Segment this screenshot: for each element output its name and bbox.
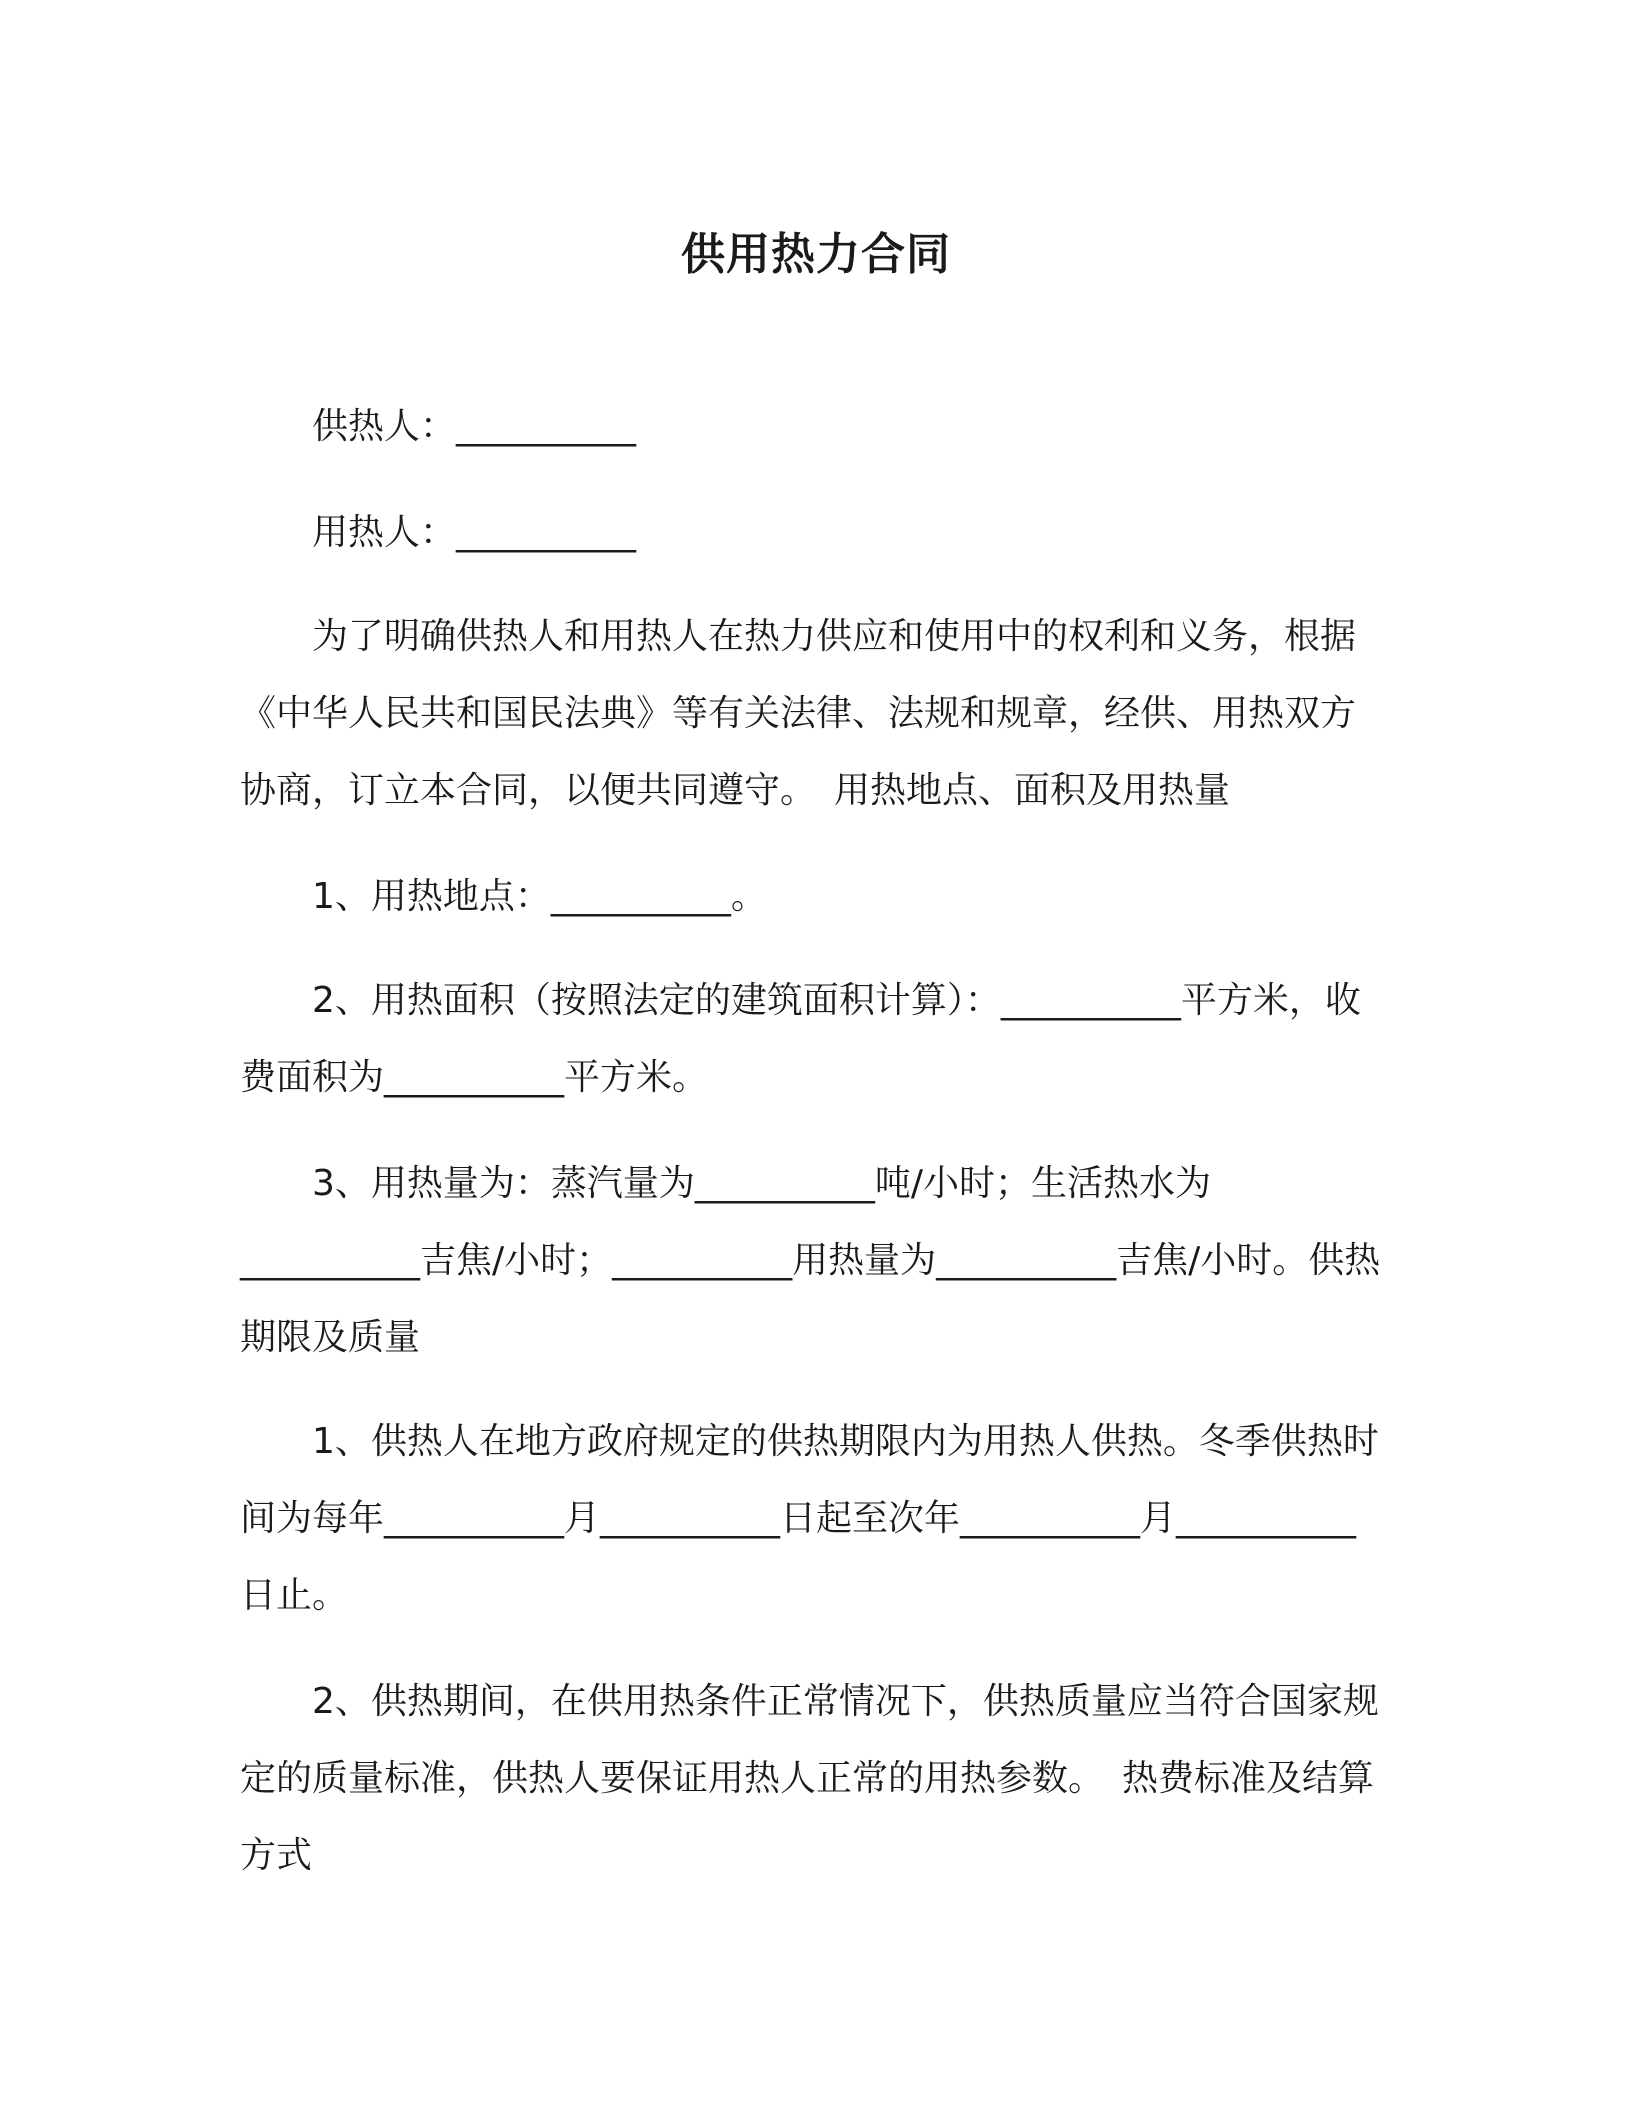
clause-heat-area: 2、用热面积（按照法定的建筑面积计算）：__________平方米，收费面积为__________平方米。: [240, 980, 1361, 1098]
document-title: 供用热力合同: [681, 229, 951, 280]
user-field: 用热人：__________: [312, 512, 637, 553]
clause-heat-quantity: 3、用热量为：蒸汽量为__________吨/小时；生活热水为__________吉焦/小时；__________用热量为__________吉焦/小时。供热期限及质量: [240, 1163, 1381, 1358]
clause-heating-period: 1、供热人在地方政府规定的供热期限内为用热人供热。冬季供热时间为每年__________月__________日起至次年__________月__________日止。: [240, 1421, 1379, 1616]
clause-heating-quality: 2、供热期间，在供用热条件正常情况下，供热质量应当符合国家规定的质量标准，供热人要保证用热人正常的用热参数。 热费标准及结算方式: [240, 1681, 1379, 1876]
clause-heat-location: 1、用热地点：__________。: [312, 876, 767, 917]
supplier-field: 供热人：__________: [312, 406, 637, 447]
document-body: [240, 388, 1390, 1894]
preamble-paragraph: 为了明确供热人和用热人在热力供应和使用中的权利和义务，根据《中华人民共和国民法典》等有关法律、法规和规章，经供、用热双方协商，订立本合同，以便共同遵守。 用热地点、面积及用热量: [240, 616, 1357, 811]
